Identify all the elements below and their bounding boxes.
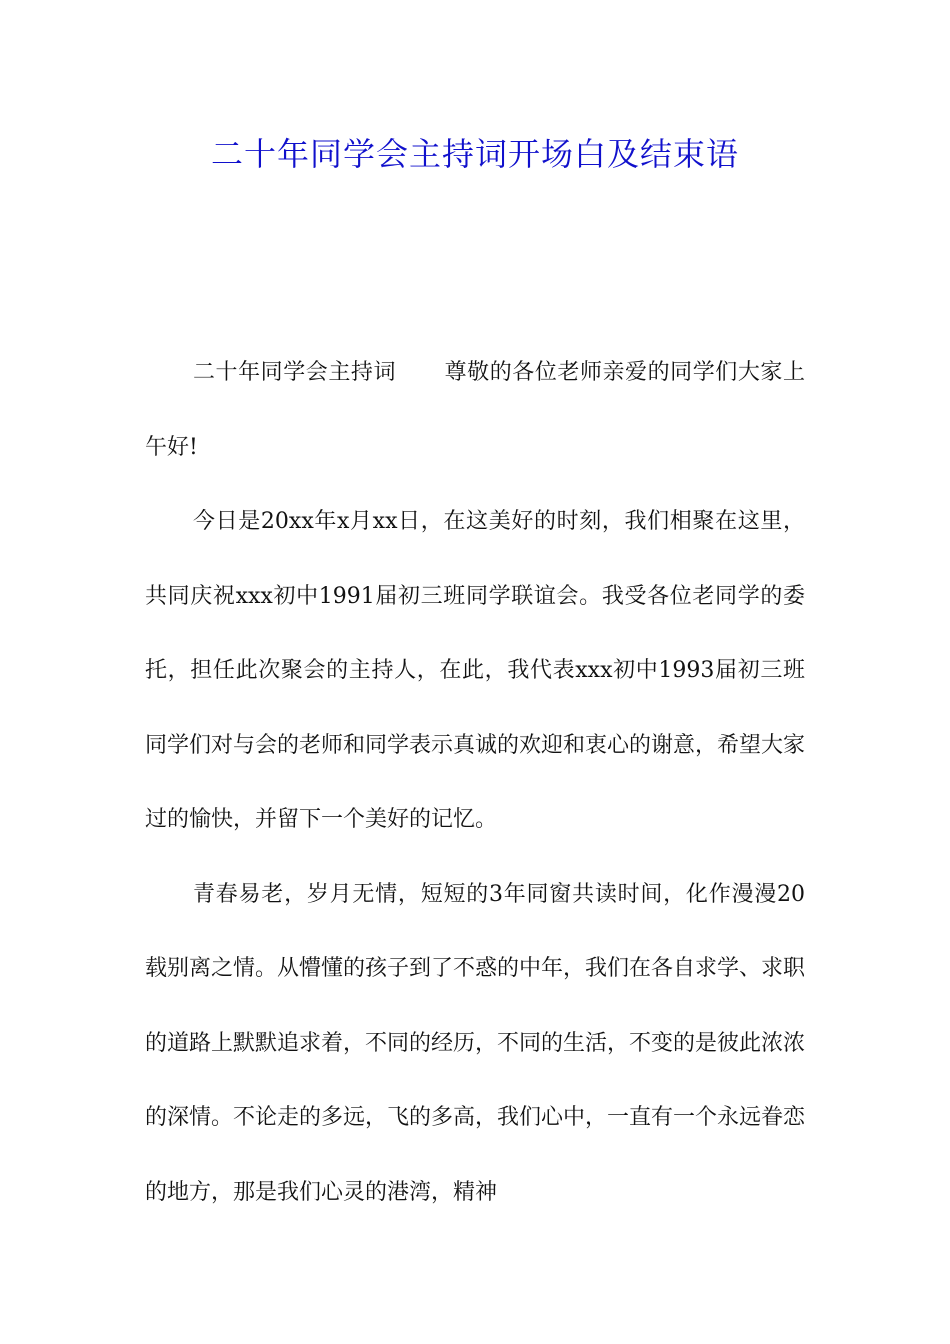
paragraph-text: 尊敬的各位老师亲爱的同学们大家上午好! — [145, 360, 805, 460]
document-body — [145, 336, 805, 1230]
paragraph-greeting — [145, 336, 805, 485]
paragraph-reflection: 青春易老，岁月无情，短短的3年同窗共读时间，化作漫漫20载别离之情。从懵懂的孩子到了不惑的中年，我们在各自求学、求职的道路上默默追求着，不同的经历，不同的生活，不变的是彼此浓浓的深情。不论走的多远，飞的多高，我们心中，一直有一个永远眷恋的地方，那是我们心灵的港湾，精神 — [145, 881, 806, 1205]
document-title: 二十年同学会主持词开场白及结束语 — [210, 135, 739, 173]
paragraph-opening: 今日是20xx年x月xx日，在这美好的时刻，我们相聚在这里，共同庆祝xxx初中1991届初三班同学联谊会。我受各位老同学的委托，担任此次聚会的主持人，在此，我代表xxx初中1993届初三班同学们对与会的老师和同学表示真诚的欢迎和衷心的谢意，希望大家过的愉快，并留下一个美好的记忆。 — [145, 509, 806, 832]
paragraph-lead: 二十年同学会主持词 — [193, 360, 397, 385]
